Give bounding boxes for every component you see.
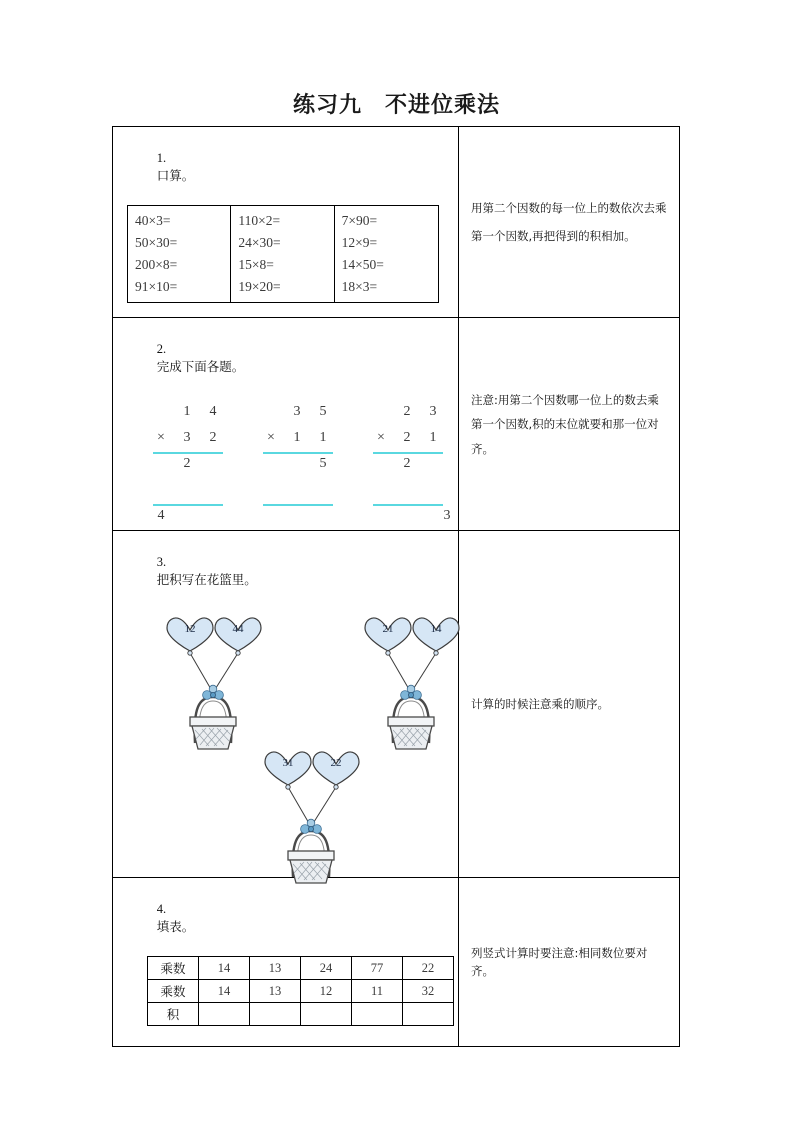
table-cell[interactable]: 13: [250, 957, 301, 980]
section-4-number: 4.: [156, 902, 167, 917]
section-4-note: 列竖式计算时要注意:相同数位要对齐。: [471, 946, 648, 979]
balloon-value-left: 12: [184, 623, 196, 636]
balloon-knot-icon: [188, 651, 192, 655]
multiplier-tens: 2: [403, 430, 411, 446]
multiplicand-tens: 1: [183, 404, 191, 420]
balloon-basket-group-1[interactable]: [157, 613, 267, 753]
section-3-title: 把积写在花篮里。: [156, 572, 257, 588]
section-2-number: 2.: [156, 342, 167, 357]
multiplier-ones: 2: [209, 430, 217, 446]
oral-problem[interactable]: 15×8=: [238, 256, 274, 272]
table-cell[interactable]: 11: [352, 980, 403, 1003]
section-3-content: [113, 531, 459, 877]
oral-problem[interactable]: 40×3=: [135, 213, 171, 228]
table-cell-empty[interactable]: [250, 1003, 301, 1026]
multiplier-ones: 1: [429, 430, 437, 446]
table-cell[interactable]: 14: [199, 957, 250, 980]
oral-problem[interactable]: 91×10=: [135, 278, 178, 294]
multiplier-tens: 1: [293, 430, 301, 446]
multiplicand-ones: 4: [209, 404, 217, 420]
oral-problem[interactable]: 7×90=: [341, 213, 378, 228]
rule-line-upper: [153, 452, 223, 454]
vertical-problem-1: [135, 404, 245, 522]
multiplier-ones: 1: [319, 430, 327, 446]
section-1-row: [113, 127, 679, 318]
table-cell[interactable]: 77: [352, 957, 403, 980]
bow-icon: [401, 686, 422, 700]
table-row: [148, 1003, 454, 1026]
multiplicand-ones: 3: [429, 404, 437, 420]
balloon-string-left: [288, 787, 310, 825]
balloon-value-right: 14: [430, 623, 442, 636]
section-3-number: 3.: [156, 555, 167, 570]
balloon-basket-svg: [157, 613, 267, 753]
section-2-note: 注意:用第二个因数哪一位上的数去乘第一个因数,积的末位就要和那一位对齐。: [471, 393, 659, 456]
table-row: [148, 957, 454, 980]
balloon-knot-icon: [386, 651, 390, 655]
oral-arithmetic-table: [127, 205, 439, 303]
partial-product[interactable]: 5: [319, 456, 327, 472]
basket-rim: [190, 717, 236, 726]
multiplicand-tens: 2: [403, 404, 411, 420]
section-2-heading: [125, 326, 458, 390]
oral-problem[interactable]: 12×9=: [341, 234, 378, 250]
balloon-basket-svg: [355, 613, 465, 753]
section-4-content: [113, 878, 459, 1046]
table-cell-empty[interactable]: [403, 1003, 454, 1026]
balloon-string-right: [214, 653, 238, 691]
balloon-knot-icon: [434, 651, 438, 655]
section-1-note: 用第二个因数的每一位上的数依次去乘第一个因数,再把得到的积相加。: [471, 201, 667, 244]
rule-line-upper: [263, 452, 333, 454]
section-3-row: [113, 531, 679, 878]
section-4-title: 填表。: [156, 919, 195, 935]
table-cell[interactable]: 22: [403, 957, 454, 980]
oral-column-1: [128, 206, 231, 302]
oral-column-2: [231, 206, 334, 302]
page-title: 练习九 不进位乘法: [292, 93, 500, 118]
balloon-string-right: [312, 787, 336, 825]
fill-in-table: [147, 956, 454, 1026]
row-label: 乘数: [148, 980, 199, 1003]
row-label: 乘数: [148, 957, 199, 980]
rule-line-lower: [263, 504, 333, 506]
balloon-value-left: 21: [382, 623, 394, 636]
oral-problem[interactable]: 18×3=: [341, 278, 378, 294]
oral-problem[interactable]: 24×30=: [238, 234, 281, 250]
oral-problem[interactable]: 110×2=: [238, 213, 281, 228]
oral-problem[interactable]: 200×8=: [135, 256, 178, 272]
vertical-problem-2: [245, 404, 355, 522]
vertical-problems: [135, 404, 465, 522]
balloon-knot-icon: [334, 785, 338, 789]
oral-problem[interactable]: 19×20=: [238, 278, 281, 294]
table-cell-empty[interactable]: [301, 1003, 352, 1026]
balloon-value-right: 22: [330, 757, 342, 770]
rule-line-upper: [373, 452, 443, 454]
bow-icon: [203, 686, 224, 700]
balloon-value-right: 44: [232, 623, 244, 636]
partial-product[interactable]: 2: [403, 456, 411, 472]
table-cell[interactable]: 14: [199, 980, 250, 1003]
balloon-basket-svg: [255, 747, 365, 887]
rule-line-lower: [373, 504, 443, 506]
balloon-basket-group-3[interactable]: [255, 747, 365, 887]
table-row: [148, 980, 454, 1003]
table-cell-empty[interactable]: [199, 1003, 250, 1026]
table-cell-empty[interactable]: [352, 1003, 403, 1026]
multiply-sign: ×: [267, 430, 275, 446]
table-cell[interactable]: 24: [301, 957, 352, 980]
table-cell[interactable]: 32: [403, 980, 454, 1003]
balloon-string-left: [388, 653, 410, 691]
balloon-knot-icon: [236, 651, 240, 655]
balloon-value-left: 31: [282, 757, 294, 770]
final-answer[interactable]: 4: [157, 508, 165, 524]
section-4-row: [113, 878, 679, 1046]
worksheet-table: [112, 126, 680, 1047]
table-cell[interactable]: 13: [250, 980, 301, 1003]
basket-rim: [388, 717, 434, 726]
section-1-number: 1.: [156, 151, 167, 165]
balloon-basket-area: [123, 609, 458, 871]
balloon-string-left: [190, 653, 212, 691]
oral-column-3: [335, 206, 438, 302]
section-1-title: 口算。: [156, 168, 195, 183]
final-answer[interactable]: 3: [443, 508, 451, 524]
rule-line-lower: [153, 504, 223, 506]
section-4-heading: [125, 886, 458, 950]
section-1-heading: [125, 135, 458, 199]
multiply-sign: ×: [157, 430, 165, 446]
table-cell[interactable]: 12: [301, 980, 352, 1003]
partial-product[interactable]: 2: [183, 456, 191, 472]
balloon-basket-group-2[interactable]: [355, 613, 465, 753]
section-1-content: [113, 127, 459, 317]
multiplicand-tens: 3: [293, 404, 301, 420]
bow-icon: [301, 820, 322, 834]
row-label: 积: [148, 1003, 199, 1026]
section-3-heading: [125, 539, 458, 603]
section-2-title: 完成下面各题。: [156, 359, 245, 375]
balloon-knot-icon: [286, 785, 290, 789]
basket-rim: [288, 851, 334, 860]
section-3-note: 计算的时候注意乘的顺序。: [471, 697, 609, 712]
multiplicand-ones: 5: [319, 404, 327, 420]
multiply-sign: ×: [377, 430, 385, 446]
multiplier-tens: 3: [183, 430, 191, 446]
oral-problem[interactable]: 50×30=: [135, 234, 178, 250]
section-2-content: [113, 318, 459, 530]
vertical-problem-3: [355, 404, 465, 522]
balloon-string-right: [412, 653, 436, 691]
section-2-row: [113, 318, 679, 531]
oral-problem[interactable]: 14×50=: [341, 256, 384, 272]
